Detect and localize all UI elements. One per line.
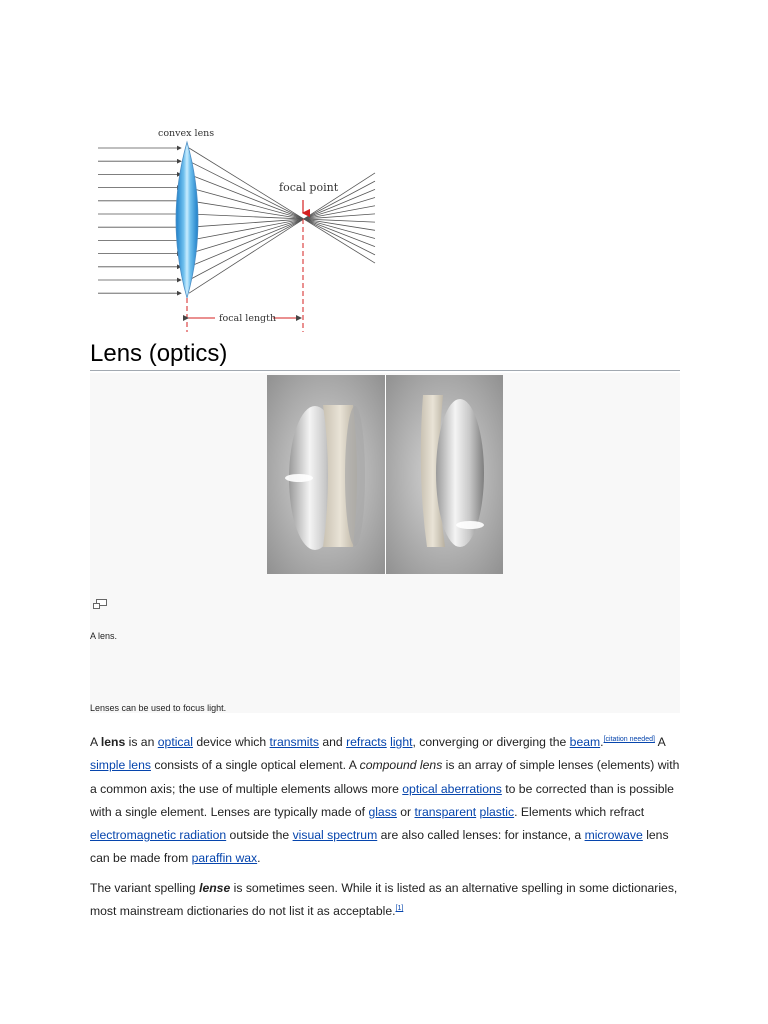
italic-term-compound-lens: compound lens [359, 758, 443, 773]
lens-photo[interactable] [267, 375, 503, 574]
text-segment: , converging or diverging the [412, 735, 570, 749]
lens-photo-image [267, 375, 503, 574]
link-citation-needed[interactable]: [citation needed] [603, 735, 655, 743]
text-segment: device which [193, 735, 270, 749]
text-segment: A [654, 735, 666, 749]
link-paraffin-wax[interactable]: paraffin wax [191, 851, 258, 866]
link-refracts[interactable]: refracts [346, 735, 387, 749]
text-segment: are also called lenses: for instance, a [377, 828, 585, 843]
text-segment: outside the [226, 828, 293, 843]
text-segment: to be corrected than is possible with a single element. Lenses are typically made of [90, 781, 674, 819]
ray-diagram-svg [90, 120, 380, 335]
text-segment: . Elements which refract [514, 804, 645, 819]
text-segment: lens can be made from [90, 828, 669, 866]
light-rays [98, 148, 375, 293]
text-segment: consists of a single optical element. A [150, 758, 360, 773]
text-segment: and [318, 735, 347, 749]
text-segment: is sometimes seen. While it is listed as an alternative spelling in some dictionaries, most mainstream dictionaries do not list it as acceptable. [90, 880, 678, 919]
article-body [90, 731, 680, 929]
text-segment: is an [125, 735, 158, 749]
text-segment: The variant spelling [90, 880, 200, 895]
focal-point-label: focal point [279, 181, 339, 194]
link-simple-lens[interactable]: simple lens [90, 758, 151, 773]
link-microwave[interactable]: microwave [584, 828, 643, 843]
enlarge-icon[interactable] [92, 597, 108, 615]
convex-lens-label: convex lens [158, 128, 215, 139]
convex-lens-shape [176, 142, 198, 298]
term-lense: lense [199, 880, 231, 895]
convex-lens-diagram [90, 120, 380, 335]
refracted-ray [189, 189, 375, 266]
refracted-ray [189, 161, 375, 255]
citation-needed[interactable] [604, 736, 655, 743]
link-transmits[interactable]: transmits [269, 735, 319, 749]
caption-short: A lens. [90, 631, 118, 641]
link-visual-spectrum[interactable]: visual spectrum [292, 828, 378, 843]
link-light[interactable]: light [390, 735, 413, 749]
caption-long: Lenses can be used to focus light. [90, 703, 227, 713]
page-title: Lens (optics) [90, 340, 680, 371]
paragraph-intro [90, 731, 680, 871]
link-reference-1[interactable]: [1] [395, 905, 404, 913]
link-electromagnetic-radiation[interactable]: electromagnetic radiation [90, 828, 227, 843]
link-plastic[interactable]: plastic [479, 804, 515, 819]
text-segment: A [90, 735, 101, 749]
link-glass[interactable]: glass [368, 804, 397, 819]
reference-1[interactable] [396, 905, 404, 912]
text-segment: . [600, 735, 604, 749]
text-segment: is an array of simple lenses (elements) with a common axis; the use of multiple elements allows more [90, 758, 680, 796]
link-optical-aberrations[interactable]: optical aberrations [402, 781, 502, 796]
bold-term-lens: lens [100, 735, 126, 749]
focal-length-label: focal length [219, 313, 277, 324]
bold-italic-term-lense [199, 881, 230, 895]
text-segment: . [257, 851, 261, 866]
text-segment: or [396, 804, 415, 819]
link-optical[interactable]: optical [157, 735, 193, 749]
infobox [90, 373, 680, 713]
paragraph-spelling [90, 877, 680, 924]
link-transparent[interactable]: transparent [414, 804, 477, 819]
link-beam[interactable]: beam [569, 735, 601, 749]
